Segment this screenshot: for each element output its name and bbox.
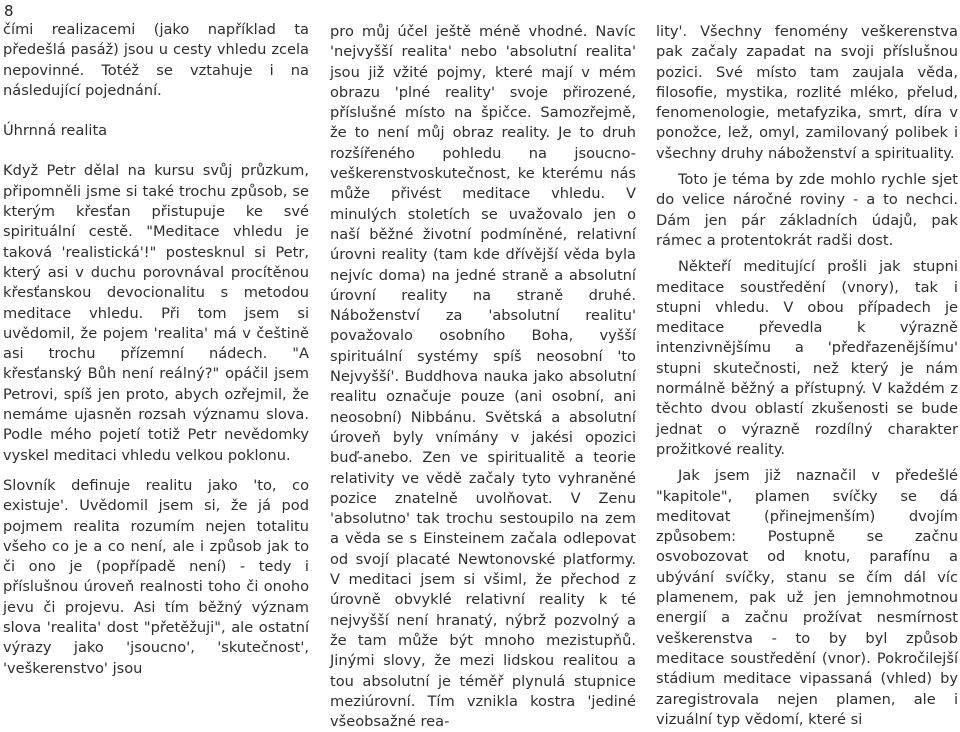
paragraph: lity'. Všechny fenomény veškerenstva pak začaly zapadat na svoji příslušnou pozici. Své místo tam zaujala věda, filosofie, mystika, rozlité mléko, přelud, fenomenologie, metafyzika, smrt, díra v ponožce, lež, omyl, zamilovaný polibek i všechny druhy náboženství a spirituality. — [656, 23, 958, 162]
column-right — [656, 22, 958, 730]
page-number: 8 — [4, 2, 14, 20]
paragraph: Slovník definuje realitu jako 'to, co existuje'. Uvědomil jsem si, že já pod pojmem realita rozumím nejen totalitu všeho co je a co není, ale i způsob jak to či ono je (popřípadě není) - tedy i příslušnou úroveň realnosti toho či onoho jevu či projevu. Asi tím běžný význam slova 'realita' dost "přetěžuji", ale ostatní výrazy jako 'jsoucno', 'skutečnost', 'veškerenstvo' jsou — [3, 476, 309, 677]
paragraph: pro můj účel ještě méně vhodné. Navíc 'nejvyšší realita' nebo 'absolutní realita' jsou již vžité pojmy, které mají v mém obrazu 'plné reality' svoje přirozené, příslušné místo na špičce. Samozřejmě, že to není můj obraz reality. Je to druh rozšířeného pohledu na jsoucno-veškerenstvoskutečnost, ke kterému nás může přivést meditace vhledu. V minulých stoletích se uvažovalo jen o naší běžné životní podmíněné, relativní úrovni reality (tam kde dřívější věda byla nejvíc doma) na jedné straně a absolutní úrovní reality na straně druhé. Náboženství za 'absolutní realitu' považovalo osobního Boha, vyšší spirituální systémy spíš neosobní 'to Nejvyšší'. Buddhova nauka jako absolutní realitu označuje pouze (ani osobní, ani neosobní) Nibbánu. Světská a absolutní úroveň byly vnímány v jakési opozici buď-anebo. Zen ve spiritualitě a teorie relativity ve vědě začaly tyto vyhraněné pozice znatelně uvolňovat. V Zenu 'absolutno' tak trochu sestoupilo na zem a věda se s Einsteinem začala odlepovat od svojí placaté Newtonovské platformy. V meditaci jsem si všiml, že přechod z úrovně obvyklé relativní reality k té nejvyšší není hranatý, nýbrž pozvolný a že tam může být mnoho mezistupňů. Jinými slovy, že mezi lidskou realitou a tou absolutní je téměř plynulá stupnice meziúrovní. Tím vznikla kostra 'jediné všeobsažné rea- — [330, 23, 636, 731]
column-middle — [330, 22, 636, 732]
paragraph: Jak jsem již naznačil v předešlé "kapitole", plamen svíčky se dá meditovat (přinejmenším) dvojím způsobem: Postupně se začnu osvobozovat od knotu, parafínu a ubývání svíčky, stanu se čím dál víc plamenem, pak už jen jemnohmotnou energií a začnu prožívat nesmírnost veškerenstva - to by byl způsob meditace soustředění (vnor). Pokročilejší stádium meditace vipassaná (vhled) by zaregistrovala nejen plamen, ale i vizuální typ vědomí, které si — [656, 467, 958, 728]
paragraph: Někteří meditující prošli jak stupni meditace soustředění (vnory), tak i stupni vhledu. V obou případech je meditace převedla k výrazně intenzivnějšímu a 'předřazenějšímu' stupni skutečnosti, než který je nám normálně běžný a přístupný. V každém z těchto dvou oblastí zkušenosti se bude jednat o výrazně rozdílný charakter prožitkové reality. — [656, 258, 958, 458]
section-heading: Úhrnná realita — [3, 122, 108, 140]
paragraph: čími realizacemi (jako například ta předešlá pasáž) jsou u cesty vhledu zcela nepovinné. Totéž se vztahuje i na následující pojednání. — [3, 21, 309, 99]
paragraph: Když Petr dělal na kursu svůj průzkum, připomněli jsme si také trochu způsob, se kterým křesťan přistupuje ke své spirituální cestě. "Meditace vhledu je taková 'realistická'!" postesknul si Petr, který asi v duchu porovnával procítěnou křesťanskou devocionalitu s metodou meditace vhledu. Při tom jsem si uvědomil, že pojem 'realita' má v češtině asi trochu přízemní nádech. "A křesťanský Bůh není reálný?" opáčil jsem Petrovi, spíš jen proto, abych ozřejmil, že nemáme ujasněn rozsah významu slova. Podle mého pojetí totiž Petr nevědomky vyskel meditaci vhledu velkou poklonu. — [3, 162, 309, 464]
paragraph: Toto je téma by zde mohlo rychle sjet do velice náročné roviny - a to nechci. Dám jen pár základních údajů, pak rámec a protentokrát radši dost. — [656, 171, 958, 249]
column-left — [3, 20, 309, 679]
